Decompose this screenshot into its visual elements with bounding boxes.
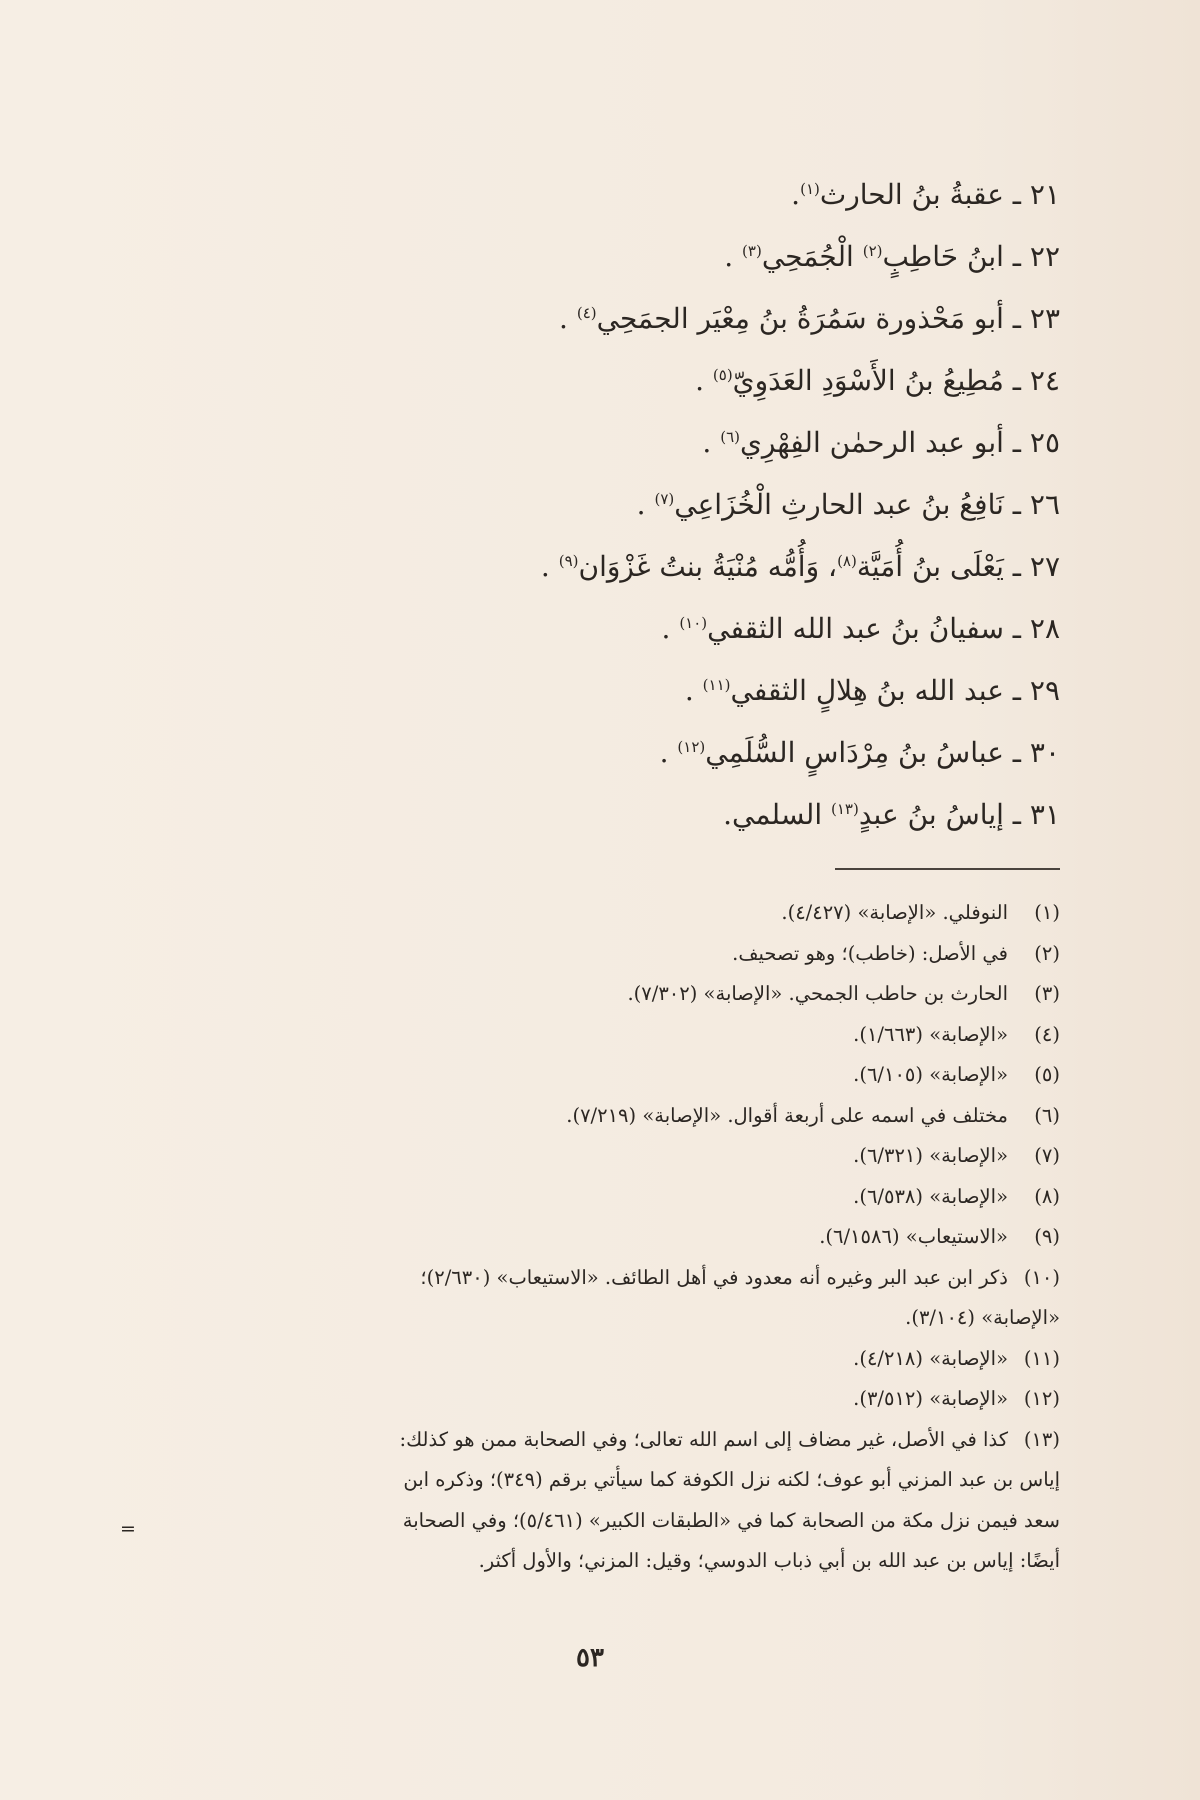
entry-text: إياسُ بنُ عبدٍ: [858, 798, 1004, 831]
footnote-ref: (٩): [558, 552, 579, 570]
footnote-ref: (١١): [702, 676, 731, 694]
entry-punct: .: [659, 736, 678, 769]
entry-number: ٢٩: [1029, 674, 1060, 707]
entry-number: ٢٧: [1029, 550, 1060, 583]
entry-punct: .: [791, 178, 801, 211]
footnote-text: «الإصابة» (٣/٥١٢).: [853, 1387, 1008, 1410]
footnote-ref: (٤): [576, 304, 597, 322]
page-number: ٥٣: [576, 1643, 604, 1673]
entry-number: ٢٦: [1029, 488, 1060, 521]
entry-text: عقبةُ بنُ الحارث: [819, 178, 1004, 211]
footnote-ref: (٨): [837, 552, 857, 570]
list-item: ٢٢ ـ ابنُ حَاطِبٍ$^{(٢)}$ الْجُمَحِي$^{(٣)}$ .: [724, 240, 1060, 273]
list-item: ٢٦ ـ نَافِعُ بنُ عبد الحارثِ الْخُزَاعِي$^{(٧)}$ .: [636, 488, 1060, 521]
footnote: [120, 893, 1060, 934]
footnote-separator: [835, 868, 1060, 870]
footnote-number: (٢): [1034, 941, 1060, 965]
footnote-ref: (١٣): [831, 800, 859, 818]
footnote-number: (٨): [1034, 1184, 1060, 1208]
footnote-number: (١٠): [1023, 1265, 1060, 1289]
footnote-text: «الاستيعاب» (٦/١٥٨٦).: [819, 1225, 1008, 1248]
footnote-text: «الإصابة» (٦/١٠٥).: [853, 1063, 1008, 1086]
list-item: ٢١ ـ عقبةُ بنُ الحارث$^{(١)}$.: [791, 178, 1060, 211]
footnote: [120, 1258, 1060, 1299]
entry-number: ٢١: [1029, 178, 1060, 211]
footnote-number: (٦): [1034, 1103, 1060, 1127]
footnote: [120, 1136, 1060, 1177]
entry-punct: .: [684, 674, 703, 707]
footnote-ref: (٥): [712, 366, 733, 384]
footnote-ref: (٧): [654, 490, 675, 508]
entry-number: ٢٥: [1029, 426, 1060, 459]
entry-number: ٢٨: [1029, 612, 1060, 645]
entry-text: الْجُمَحِي: [761, 240, 863, 273]
entry-number: ٢٣: [1029, 302, 1060, 335]
footnote-continuation: إياس بن عبد المزني أبو عوف؛ لكنه نزل الكوفة كما سيأتي برقم (٣٤٩)؛ وذكره ابن: [403, 1468, 1060, 1491]
footnote: [120, 1217, 1060, 1258]
list-item: ٢٧ ـ يَعْلَى بنُ أُمَيَّة$^{(٨)}$، وَأُمُّه مُنْيَةُ بنتُ غَزْوَان$^{(٩)}$ .: [540, 550, 1060, 583]
footnote-number: (٧): [1034, 1144, 1060, 1167]
entry-number: ٢٤: [1029, 364, 1060, 397]
list-item: ٣٠ ـ عباسُ بنُ مِرْدَاسٍ السُّلَمِي$^{(١٢)}$ .: [659, 736, 1060, 769]
list-item: ٢٩ ـ عبد الله بنُ هِلالٍ الثقفي$^{(١١)}$ .: [684, 674, 1060, 707]
footnote: [120, 1096, 1060, 1137]
entry-punct: .: [695, 364, 713, 397]
footnote-ref: (١٢): [677, 738, 706, 756]
footnote-text: مختلف في اسمه على أربعة أقوال. «الإصابة» (٧/٢١٩).: [566, 1103, 1008, 1127]
footnote-text: كذا في الأصل، غير مضاف إلى اسم الله تعالى؛ وفي الصحابة ممن هو كذلك:: [399, 1427, 1008, 1451]
footnote: [120, 934, 1060, 975]
footnote-continuation: سعد فيمن نزل مكة من الصحابة كما في «الطبقات الكبير» (٥/٤٦١)؛ وفي الصحابة: [402, 1508, 1060, 1532]
footnote-number: (٣): [1034, 982, 1060, 1005]
footnote-continuation: «الإصابة» (٣/١٠٤).: [905, 1306, 1060, 1329]
entry-punct: .: [559, 302, 577, 335]
entry-text: سفيانُ بنُ عبد الله الثقفي: [707, 612, 1004, 645]
continuation-mark: =: [120, 1518, 136, 1540]
footnote-ref: (٢): [862, 242, 883, 260]
entry-punct: .: [540, 550, 559, 583]
footnote-continuation: أيضًا: إياس بن عبد الله بن أبي ذباب الدوسي؛ وقيل: المزني؛ والأول أكثر.: [478, 1549, 1060, 1572]
footnote: [120, 1015, 1060, 1056]
footnote-number: (١): [1034, 901, 1060, 924]
footnote-text: الحارث بن حاطب الجمحي. «الإصابة» (٧/٣٠٢).: [627, 982, 1008, 1005]
footnotes: [120, 893, 1060, 1582]
entry-text: يَعْلَى بنُ أُمَيَّة: [856, 550, 1004, 583]
footnote: [120, 1420, 1060, 1461]
footnote-text: «الإصابة» (٦/٥٣٨).: [853, 1184, 1008, 1208]
footnote-number: (٥): [1034, 1063, 1060, 1086]
list-item: ٢٨ ـ سفيانُ بنُ عبد الله الثقفي$^{(١٠)}$ .: [661, 612, 1060, 645]
footnote: [120, 1177, 1060, 1218]
footnote-text: النوفلي. «الإصابة» (٤/٤٢٧).: [781, 901, 1008, 924]
entry-text: نَافِعُ بنُ عبد الحارثِ الْخُزَاعِي: [674, 488, 1004, 521]
footnote-number: (١٣): [1023, 1427, 1060, 1451]
list-item: ٢٤ ـ مُطِيعُ بنُ الأَسْوَدِ العَدَوِيّ$^{(٥)}$ .: [695, 364, 1060, 397]
book-page: [120, 150, 1060, 1710]
footnote-ref: (١٠): [679, 614, 708, 632]
footnote: [120, 1339, 1060, 1380]
entry-punct: .: [724, 240, 743, 273]
entry-text: ، وَأُمُّه مُنْيَةُ بنتُ غَزْوَان: [578, 550, 838, 583]
entry-number: ٣٠: [1029, 736, 1060, 769]
footnote-number: (٩): [1034, 1225, 1060, 1248]
footnote-text: «الإصابة» (١/٦٦٣).: [853, 1022, 1008, 1046]
entry-text: أبو عبد الرحمٰن الفِهْرِي: [739, 426, 1004, 459]
footnote-ref: (١): [800, 180, 820, 198]
footnote-text: «الإصابة» (٦/٣٢١).: [853, 1144, 1008, 1167]
footnote-ref: (٦): [720, 428, 740, 446]
entry-text: عباسُ بنُ مِرْدَاسٍ السُّلَمِي: [705, 736, 1004, 769]
footnote-number: (٤): [1034, 1022, 1060, 1046]
footnote-ref: (٣): [742, 242, 762, 260]
entry-text: عبد الله بنُ هِلالٍ الثقفي: [730, 674, 1004, 707]
footnote: [120, 1055, 1060, 1096]
footnote: [120, 974, 1060, 1015]
entry-text: السلمي.: [723, 798, 832, 831]
footnote-text: ذكر ابن عبد البر وغيره أنه معدود في أهل الطائف. «الاستيعاب» (٢/٦٣٠)؛: [420, 1265, 1008, 1289]
entry-text: مُطِيعُ بنُ الأَسْوَدِ العَدَوِيّ: [732, 364, 1004, 397]
entry-number: ٣١: [1029, 798, 1060, 831]
list-item: ٢٣ ـ أبو مَحْذورة سَمُرَةُ بنُ مِعْيَر الجمَحِي$^{(٤)}$ .: [559, 302, 1060, 335]
footnote-text: في الأصل: (خاطب)؛ وهو تصحيف.: [732, 941, 1008, 965]
entry-punct: .: [702, 426, 721, 459]
entry-punct: .: [636, 488, 655, 521]
entry-punct: .: [661, 612, 680, 645]
list-item: ٣١ ـ إياسُ بنُ عبدٍ$^{(١٣)}$ السلمي.: [723, 798, 1060, 831]
footnote-number: (١٢): [1023, 1387, 1060, 1410]
entry-text: ابنُ حَاطِبٍ: [882, 240, 1004, 273]
companions-list: [160, 158, 1060, 840]
footnote: [120, 1379, 1060, 1420]
footnote-number: (١١): [1023, 1346, 1060, 1370]
list-item: ٢٥ ـ أبو عبد الرحمٰن الفِهْرِي$^{(٦)}$ .: [702, 426, 1060, 459]
footnote-text: «الإصابة» (٤/٢١٨).: [853, 1346, 1008, 1370]
entry-text: أبو مَحْذورة سَمُرَةُ بنُ مِعْيَر الجمَحِي: [596, 302, 1004, 335]
entry-number: ٢٢: [1029, 240, 1060, 273]
